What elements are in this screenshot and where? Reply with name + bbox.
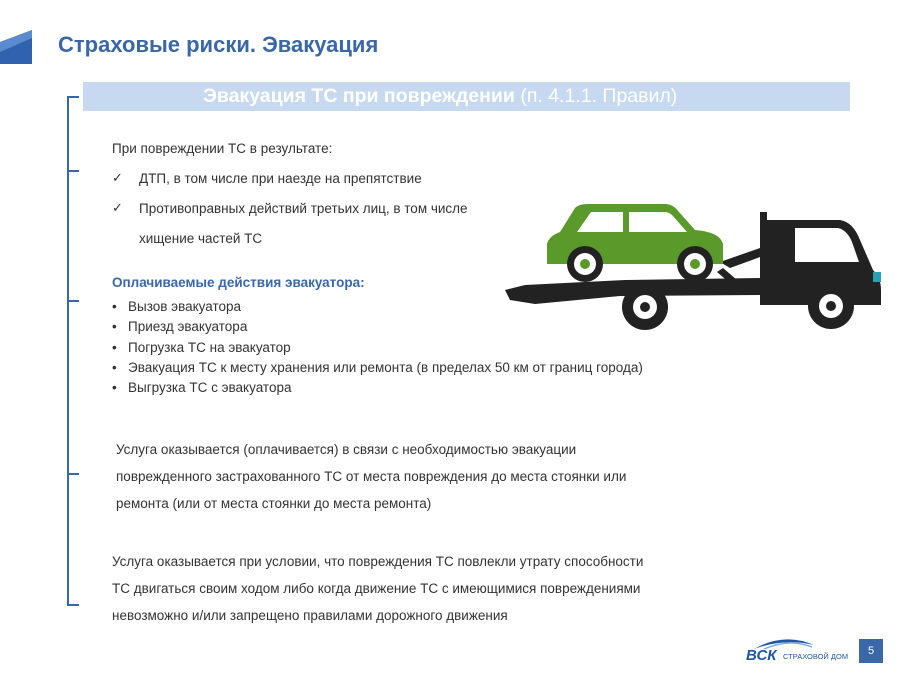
paid-actions-heading: Оплачиваемые действия эвакуатора:	[112, 275, 365, 290]
damage-item: Противоправных действий третьих лиц, в том числе	[139, 201, 468, 216]
damage-item: ДТП, в том числе при наезде на препятствие	[139, 171, 422, 186]
section-title-main: Эвакуация ТС при повреждении	[203, 85, 515, 107]
paragraph-line: невозможно и/или запрещено правилами дорожного движения	[112, 608, 508, 623]
bracket-tick	[67, 300, 79, 302]
bracket-tick	[67, 170, 79, 172]
vsk-logo	[746, 636, 856, 666]
damage-item-continuation: хищение частей ТС	[139, 231, 263, 246]
bracket-tick	[67, 604, 79, 606]
service-paragraph	[116, 436, 626, 517]
bracket-tick	[67, 96, 79, 98]
list-item: • Приезд эвакуатора	[112, 317, 643, 337]
paragraph-line: Услуга оказывается (оплачивается) в связи с необходимостью эвакуации	[116, 442, 577, 457]
check-icon: ✓	[112, 200, 123, 215]
paragraph-line: ТС двигаться своим ходом либо когда движение ТС с имеющимися повреждениями	[112, 581, 641, 596]
damage-intro: При повреждении ТС в результате:	[112, 141, 333, 156]
list-item: • Выгрузка ТС с эвакуатора	[112, 378, 643, 398]
section-title-reference: (п. 4.1.1. Правил)	[520, 85, 678, 107]
bracket-tick	[67, 473, 79, 475]
slide-title: Страховые риски. Эвакуация	[58, 32, 379, 57]
tow-truck-with-car-icon	[505, 200, 885, 335]
check-icon: ✓	[112, 170, 123, 185]
logo-subtext: СТРАХОВОЙ ДОМ	[783, 652, 849, 661]
list-item: • Эвакуация ТС к месту хранения или ремонта (в пределах 50 км от границ города)	[112, 358, 643, 378]
paragraph-line: поврежденного застрахованного ТС от места повреждения до места стоянки или	[116, 469, 627, 484]
condition-paragraph	[112, 548, 643, 629]
list-item: • Погрузка ТС на эвакуатор	[112, 338, 643, 358]
list-item: • Вызов эвакуатора	[112, 297, 643, 317]
paragraph-line: ремонта (или от места стоянки до места ремонта)	[116, 496, 432, 511]
section-header-bar	[83, 82, 850, 111]
paragraph-line: Услуга оказывается при условии, что повреждения ТС повлекли утрату способности	[112, 554, 644, 569]
logo-text: ВСК	[746, 647, 777, 664]
left-bracket	[67, 96, 79, 606]
section-title	[203, 85, 677, 108]
corner-decoration-icon	[0, 30, 32, 64]
page-number: 5	[859, 639, 883, 663]
